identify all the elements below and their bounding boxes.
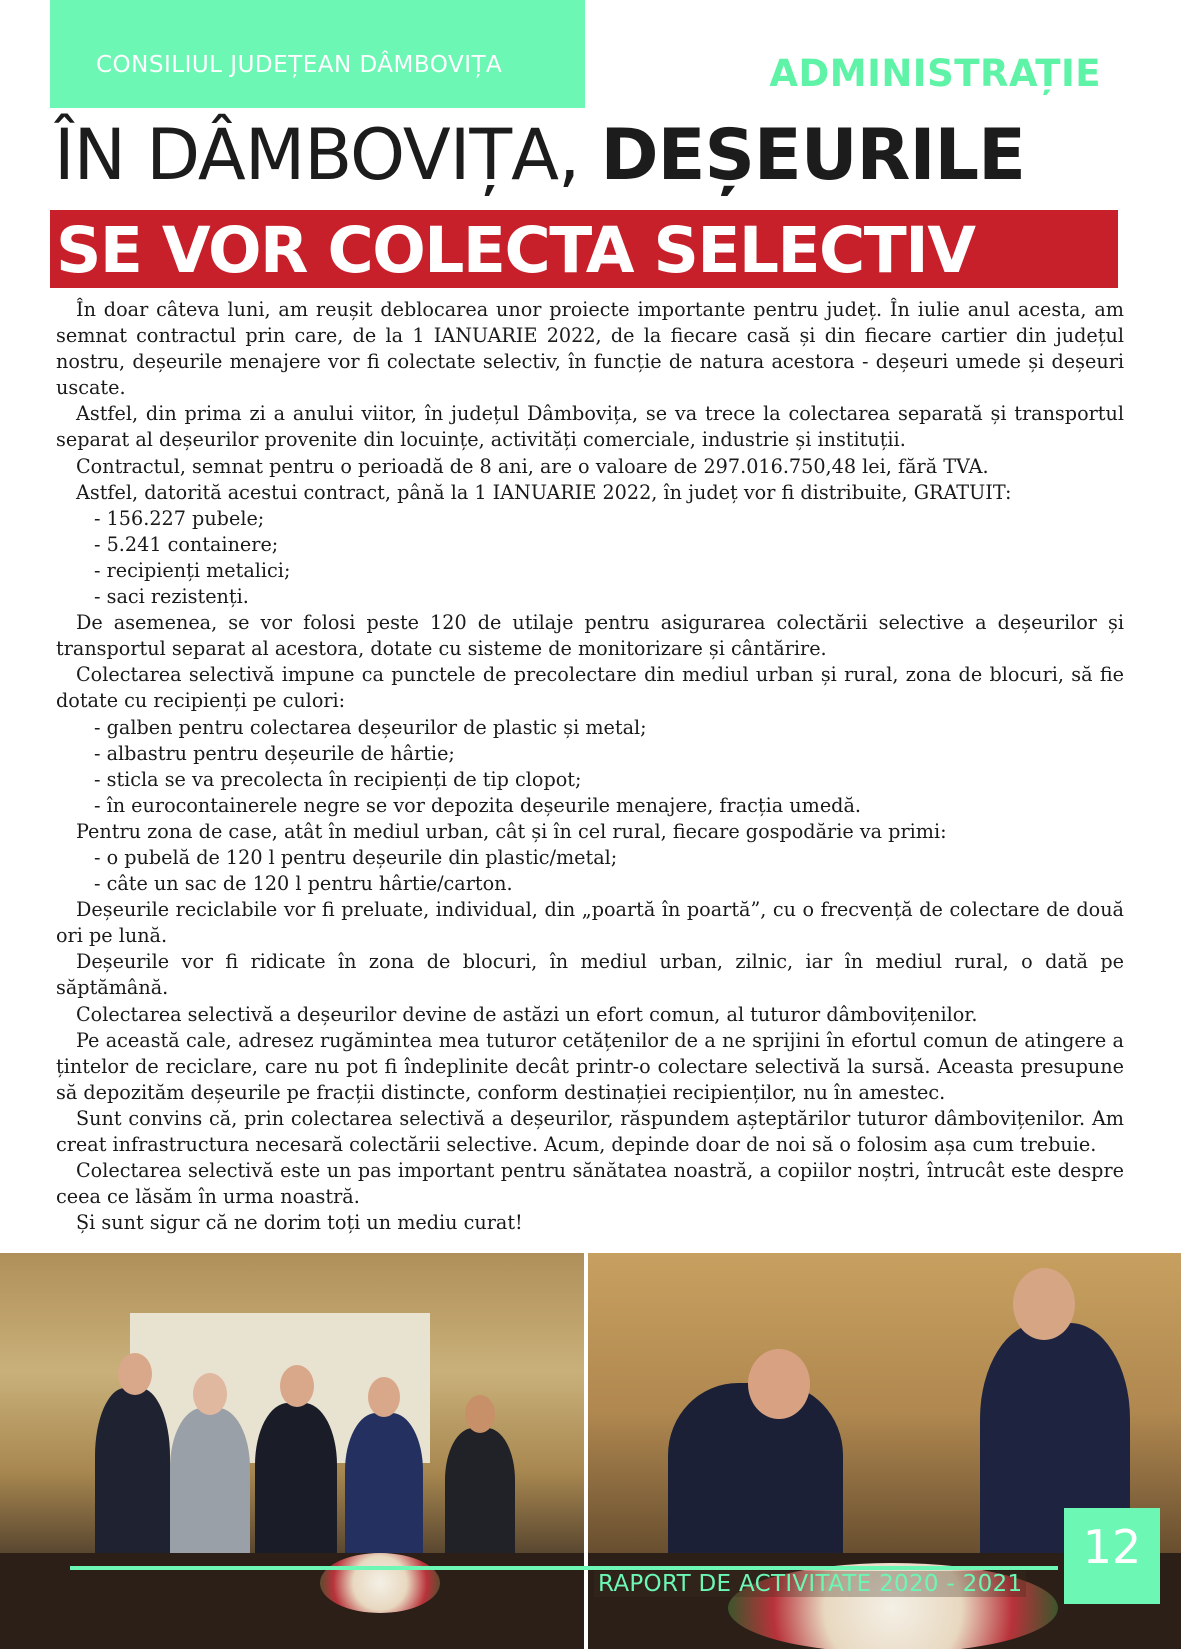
report-label: RAPORT DE ACTIVITATE 2020 - 2021 [594, 1571, 1026, 1597]
person-head [465, 1395, 495, 1433]
paragraph: Astfel, din prima zi a anului viitor, în județul Dâmbovița, se va trece la colectarea separată și transportul separat al deșeurilor provenite din locuințe, activități comerciale, industrie și instituții. [56, 402, 1124, 452]
paragraph: Astfel, datorită acestui contract, până la 1 IANUARIE 2022, în județ vor fi distribuite, GRATUIT: [76, 480, 1012, 504]
headline-line2: SE VOR COLECTA SELECTIV [56, 214, 975, 287]
headline-light: ÎN DÂMBOVIȚA, [54, 114, 601, 196]
paragraph: Contractul, semnat pentru o perioadă de 8 ani, are o valoare de 297.016.750,48 lei, fără TVA. [76, 454, 989, 478]
list-item: - saci rezistenți. [94, 584, 1124, 610]
list-item: - 156.227 pubele; [94, 506, 1124, 532]
headline-banner [50, 210, 1118, 288]
page-number: 12 [1082, 1520, 1142, 1574]
person-head [748, 1349, 810, 1419]
group-photo [0, 1253, 584, 1649]
list-item: - în eurocontainerele negre se vor depozita deșeurile menajere, fracția umedă. [94, 793, 1124, 819]
paragraph: Deșeurile vor fi ridicate în zona de blocuri, în mediul urban, zilnic, iar în mediul rural, o dată pe săptămână. [56, 950, 1124, 1000]
list-item: - galben pentru colectarea deșeurilor de plastic și metal; [94, 715, 1124, 741]
person-figure [668, 1383, 843, 1563]
institution-name: CONSILIUL JUDEȚEAN DÂMBOVIȚA [96, 52, 503, 78]
footer-rule [70, 1566, 1058, 1570]
person-figure [95, 1388, 170, 1558]
paragraph: De asemenea, se vor folosi peste 120 de utilaje pentru asigurarea colectării selective a deșeurilor și transportul separat al acestora, dotate cu sisteme de monitorizare și cântărire. [56, 611, 1124, 661]
flower-arrangement [320, 1553, 440, 1613]
person-figure [170, 1408, 250, 1558]
article-body [56, 297, 1124, 1236]
headline-line1 [54, 114, 1025, 196]
color-bin-list [56, 715, 1124, 819]
paragraph: Colectarea selectivă este un pas important pentru sănătatea noastră, a copiilor noștri, întrucât este despre ceea ce lăsăm în urma noastră. [56, 1159, 1124, 1209]
person-figure [445, 1428, 515, 1558]
person-head [368, 1377, 400, 1417]
person-head [118, 1353, 152, 1395]
person-head [1013, 1268, 1075, 1340]
list-item: - sticla se va precolecta în recipienți de tip clopot; [94, 767, 1124, 793]
distribution-list [56, 506, 1124, 610]
list-item: - recipienți metalici; [94, 558, 1124, 584]
person-head [280, 1365, 314, 1407]
list-item: - 5.241 containere; [94, 532, 1124, 558]
paragraph: Deșeurile reciclabile vor fi preluate, individual, din „poartă în poartă”, cu o frecvență de colectare de două ori pe lună. [56, 898, 1124, 948]
household-list [56, 845, 1124, 897]
paragraph: Pentru zona de case, atât în mediul urban, cât și în cel rural, fiecare gospodărie va primi: [76, 819, 947, 843]
paragraph: În doar câteva luni, am reușit deblocarea unor proiecte importante pentru județ. În iulie anul acesta, am semnat contractul prin care, de la 1 IANUARIE 2022, de la fiecare casă și din fiecare cartier din județul nostru, deșeurile menajere vor fi colectate selectiv, în funcție de natura acestora - deșeuri umede și deșeuri uscate. [56, 298, 1124, 400]
page-number-box [1064, 1508, 1160, 1604]
list-item: - o pubelă de 120 l pentru deșeurile din plastic/metal; [94, 845, 1124, 871]
paragraph: Sunt convins că, prin colectarea selectivă a deșeurilor, răspundem așteptărilor tuturor dâmbovițenilor. Am creat infrastructura necesară colectării selective. Acum, depinde doar de noi să o folosim așa cum trebuie. [56, 1106, 1124, 1156]
person-head [193, 1373, 227, 1415]
paragraph: Și sunt sigur că ne dorim toți un mediu curat! [76, 1211, 523, 1235]
list-item: - albastru pentru deșeurile de hârtie; [94, 741, 1124, 767]
paragraph: Colectarea selectivă a deșeurilor devine de astăzi un efort comun, al tuturor dâmbovițenilor. [76, 1002, 978, 1026]
person-figure [255, 1403, 337, 1558]
paragraph: Colectarea selectivă impune ca punctele de precolectare din mediul urban și rural, zona de blocuri, să fie dotate cu recipienți pe culori: [56, 663, 1124, 713]
header-band [50, 0, 585, 108]
section-label: ADMINISTRAȚIE [769, 52, 1101, 95]
list-item: - câte un sac de 120 l pentru hârtie/carton. [94, 871, 1124, 897]
person-figure [345, 1413, 423, 1558]
paragraph: Pe această cale, adresez rugămintea mea tuturor cetățenilor de a ne sprijini în efortul comun de atingere a țintelor de reciclare, care nu pot fi îndeplinite decât printr-o colectare selectivă la sursă. Aceasta presupune să depozităm deșeurile pe fracții distincte, conform destinației recipienților, nu în amestec. [56, 1028, 1124, 1104]
headline-bold: DEȘEURILE [600, 114, 1025, 196]
